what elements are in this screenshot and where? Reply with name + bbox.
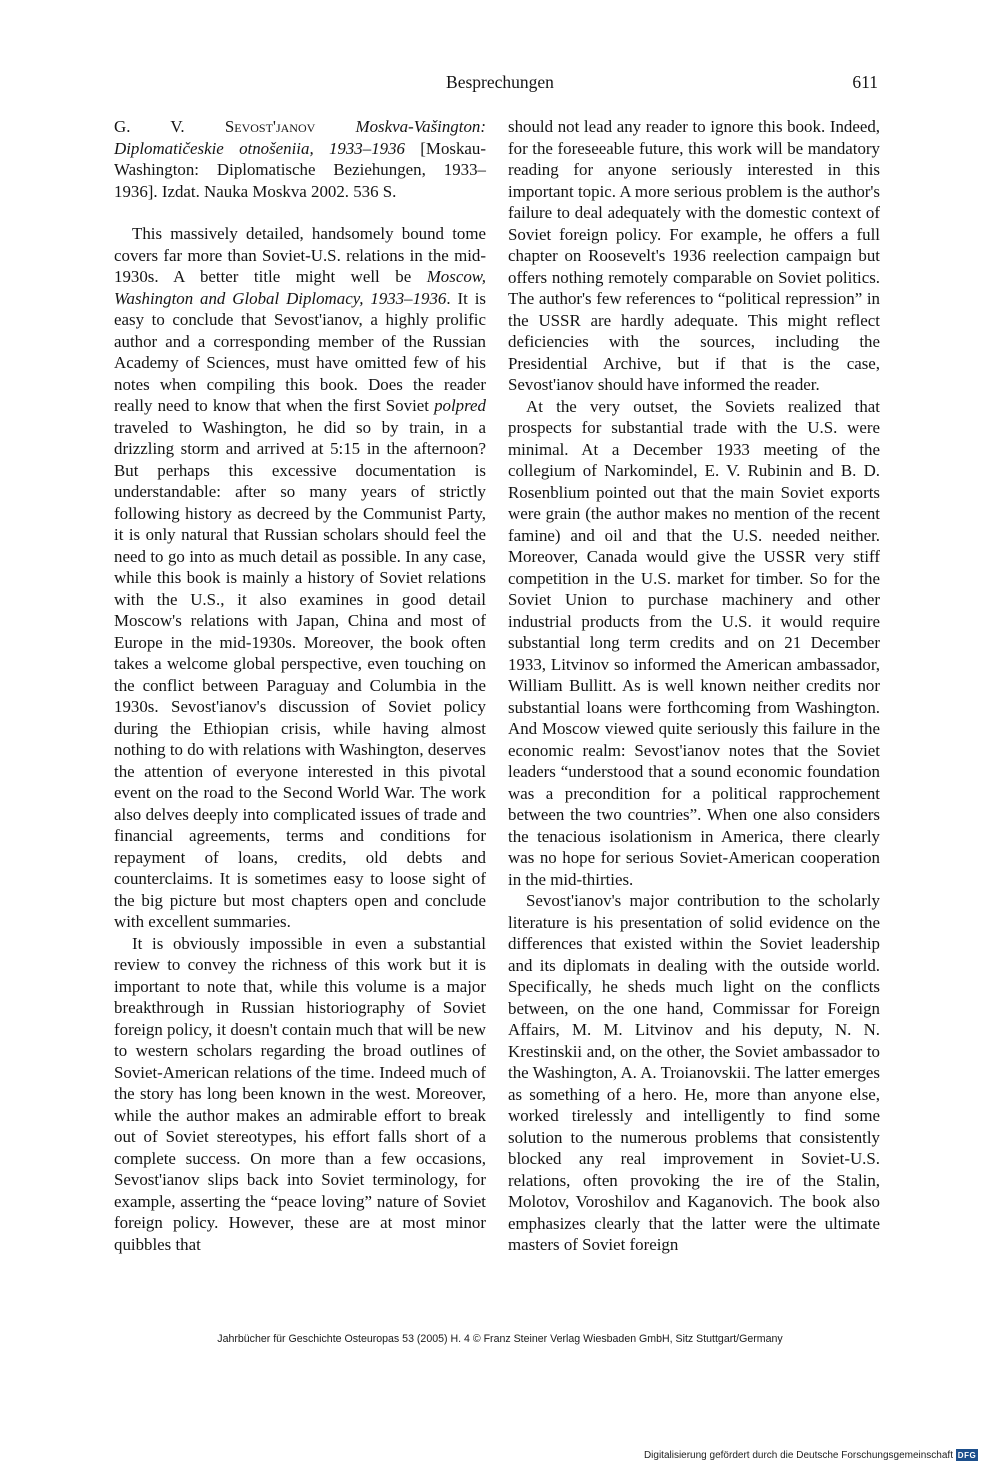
- running-head: [0, 72, 1000, 96]
- author-surname: Sevost'janov: [224, 117, 316, 136]
- italic-title: Moscow, Washington and Global Diplomacy, 1933–1936: [114, 267, 486, 308]
- journal-citation: Jahrbücher für Geschichte Osteuropas 53 (2005) H. 4 © Franz Steiner Verlag Wiesbaden GmbH, Sitz Stuttgart/Germany: [217, 1333, 783, 1345]
- paragraph: At the very outset, the Soviets realized that prospects for substantial trade with the U.S. were minimal. At a December 1933 meeting of the collegium of Narkomindel, E. V. Rubinin and B. D. Rosenblium pointed out that the main Soviet exports were grain (the author makes no mention of the recent famine) and oil and that the U.S. needed neither. Moreover, Canada would give the USSR very stiff competition in the U.S. market for timber. So for the Soviet Union to purchase machinery and other industrial products from the U.S. it would require substantial long term credits and on 21 December 1933, Litvinov so informed the American ambassador, William Bullitt. As is well known neither credits nor substantial loans were forthcoming from Washington. And Moscow viewed quite seriously this failure in the economic realm: Sevost'ianov notes that the Soviet leaders “understood that a sound economic foundation was a precondition for a political rapprochement between the two countries”. When one also considers the tenacious isolationism in America, there clearly was no hope for serious Soviet-American cooperation in the mid-thirties.: [508, 396, 880, 889]
- author-initials: G. V.: [114, 117, 185, 136]
- paragraph: should not lead any reader to ignore this book. Indeed, for the foreseeable future, this work will be mandatory reading for anyone seriously interested in this important topic. A more serious problem is the author's failure to deal adequately with the domestic context of Soviet foreign policy. For example, he offers a full chapter on Roosevelt's 1936 reelection campaign but offers nothing remotely comparable on Soviet politics. The author's few references to “political repression” in the USSR are hardly adequate. This might reflect deficiencies with the sources, including the Presidential Archive, but if that is the case, Sevost'ianov should have informed the reader.: [508, 117, 880, 394]
- running-title: Besprechungen: [446, 72, 554, 92]
- right-column: [508, 116, 880, 1256]
- paragraph: Sevost'ianov's major contribution to the scholarly literature is his presentation of solid evidence on the differences that existed within the Soviet leadership and its diplomats in dealing with the outside world. Specifically, he sheds much light on the conflicts between, on the one hand, Commissar for Foreign Affairs, M. M. Litvinov and his deputy, N. N. Krestinskii and, on the other, the Soviet ambassador to the Washington, A. A. Troianovskii. The latter emerges as something of a hero. He, more than anyone else, worked tirelessly and intelligently to find some solution to the numerous problems that consistently blocked any real improvement in Soviet-U.S. relations, often provoking the ire of the Stalin, Molotov, Voroshilov and Kaganovich. The book also emphasizes clearly that the latter were the ultimate masters of Soviet foreign: [508, 891, 880, 1254]
- book-details: [Moskau-Washington: Diplomatische Beziehungen, 1933–1936]. Izdat. Nauka Moskva 2002. 536 S.: [114, 138, 486, 201]
- book-title: Moskva-Vašington: Diplomatičeskie otnošeniia, 1933–1936: [114, 117, 486, 158]
- paragraph: It is obviously impossible in even a substantial review to convey the richness of this work but it is important to note that, while this volume is a major breakthrough in Russian historiography of Soviet foreign policy, it doesn't contain much that will be new to western scholars regarding the broad outlines of Soviet-American relations of the time. Indeed much of the story has long been known in the west. Moreover, while the author makes an admirable effort to break out of Soviet stereotypes, his effort falls short of a complete success. On more than a few occasions, Sevost'ianov slips back into Soviet terminology, for example, asserting the “peace loving” nature of Soviet foreign policy. However, these are at most minor quibbles that: [114, 933, 486, 1254]
- funding-note: [644, 1448, 978, 1462]
- paragraph-text: . It is easy to conclude that Sevost'ianov, a highly prolific author and a corresponding member of the Russian Academy of Sciences, must have omitted few of his notes when compiling this book. Does the reader really need to know that when the first Soviet: [114, 288, 486, 415]
- italic-term: polpred: [434, 396, 486, 415]
- paragraph-text: This massively detailed, handsomely bound tome covers far more than Soviet-U.S. relations in the mid-1930s. A better title might well be: [114, 224, 486, 286]
- review-citation: [114, 116, 486, 202]
- funding-text: Digitalisierung gefördert durch die Deutsche Forschungsgemeinschaft: [643, 1449, 953, 1461]
- page-number: 611: [852, 72, 878, 92]
- dfg-logo-icon: DFG: [957, 1450, 977, 1460]
- left-column: [114, 116, 486, 1255]
- paragraph: [114, 223, 486, 933]
- paragraph-text: traveled to Washington, he did so by train, in a drizzling storm and arrived at 5:15 in the afternoon? But perhaps this excessive documentation is understandable: after so many years of strictly following history as decreed by the Communist Party, it is only natural that Russian scholars should feel the need to go into as much detail as possible. In any case, while this book is mainly a history of Soviet relations with the U.S., it also examines in good detail Moscow's relations with Japan, China and most of Europe in the mid-1930s. Moreover, the book often takes a welcome global perspective, even touching on the conflict between Paraguay and Columbia in the 1930s. Sevost'ianov's discussion of Soviet policy during the Ethiopian crisis, while having almost nothing to do with relations with Washington, deserves the attention of everyone interested in this pivotal event on the road to the Second World War. The work also delves deeply into complicated issues of trade and financial agreements, terms and conditions for repayment of loans, credits, old debts and counterclaims. It is sometimes easy to loose sight of the big picture but most chapters open and conclude with excellent summaries.: [114, 417, 486, 931]
